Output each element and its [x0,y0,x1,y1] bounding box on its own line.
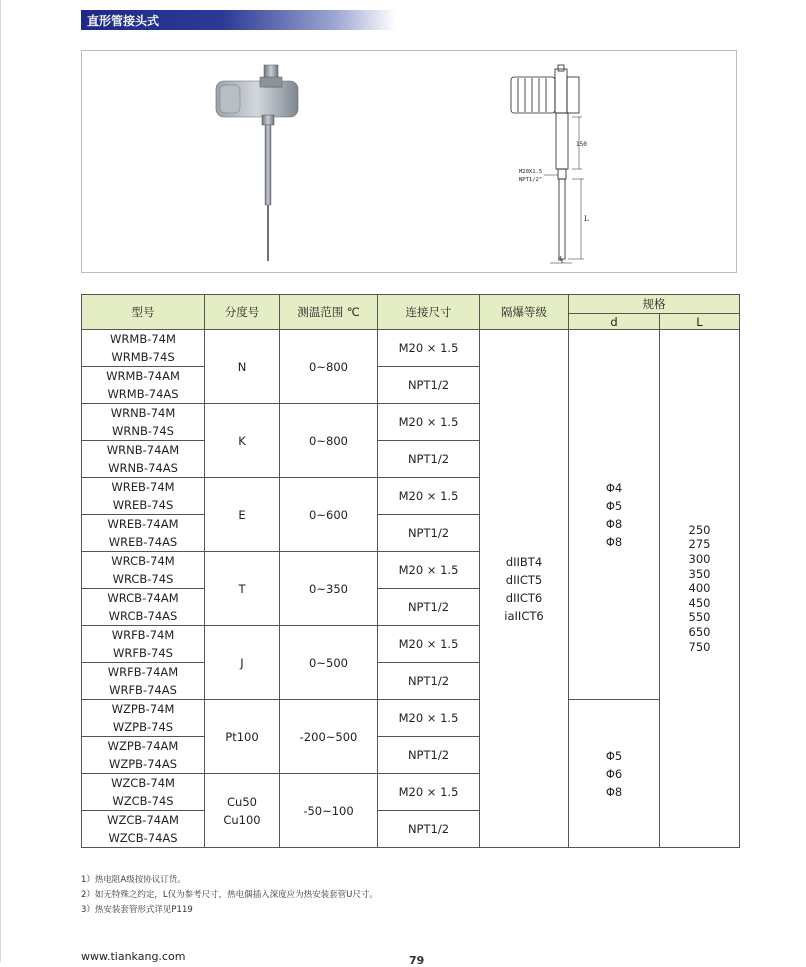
d-values-cell-b: Φ5 Φ6 Φ8 [569,700,660,848]
footnote-2: 2）如无特殊之约定，L仅为参考尺寸，热电偶插入深度应为热安装套管U尺寸。 [81,890,378,900]
dimension-drawing [511,65,584,263]
graduation-cell: E [205,478,280,552]
page-number: 79 [409,954,425,967]
range-cell: -50~100 [280,774,378,848]
product-figure [82,51,738,274]
d-values-cell-a: Φ4 Φ5 Φ8 Φ8 [569,330,660,700]
footnote-3: 3）热安装套管形式详见P119 [81,905,193,915]
range-cell: 0~350 [280,552,378,626]
header-L: L [660,314,740,330]
model-cell: WRNB-74AM WRNB-74AS [82,441,205,478]
connection-cell: M20 × 1.5 [378,330,480,367]
model-cell: WRNB-74M WRNB-74S [82,404,205,441]
graduation-cell: Pt100 [205,700,280,774]
graduation-cell: Cu50 Cu100 [205,774,280,848]
explosion-cell: dIIBT4 dIICT5 dIICT6 iaIICT6 [480,330,569,848]
connection-cell: M20 × 1.5 [378,626,480,663]
dim-150-label: 150 [576,141,587,148]
model-cell: WRFB-74M WRFB-74S [82,626,205,663]
model-cell: WRMB-74AM WRMB-74AS [82,367,205,404]
header-graduation: 分度号 [205,295,280,330]
range-cell: 0~800 [280,404,378,478]
graduation-cell: T [205,552,280,626]
model-cell: WZCB-74M WZCB-74S [82,774,205,811]
model-cell: WRCB-74AM WRCB-74AS [82,589,205,626]
L-values-cell: 250 275 300 350 400 450 550 650 750 [660,330,740,848]
connection-cell: NPT1/2 [378,515,480,552]
thread-label-npt: NPT1/2" [519,177,543,183]
connection-cell: NPT1/2 [378,367,480,404]
footnote-1: 1）热电阻A级按协议订货。 [81,875,186,885]
model-cell: WRMB-74M WRMB-74S [82,330,205,367]
model-cell: WREB-74M WREB-74S [82,478,205,515]
table-row [82,330,740,367]
footer-url: www.tiankang.com [81,950,186,963]
range-cell: 0~600 [280,478,378,552]
model-cell: WZPB-74AM WZPB-74AS [82,737,205,774]
model-cell: WREB-74AM WREB-74AS [82,515,205,552]
product-figure-box [81,50,737,273]
connection-cell: NPT1/2 [378,441,480,478]
thread-label-m20: M20X1.5 [519,169,543,175]
table-row [82,700,740,737]
dim-d-label: d [558,256,562,263]
page-left-rule [0,0,1,962]
connection-cell: NPT1/2 [378,663,480,700]
thermocouple-photo [216,65,298,261]
model-cell: WRFB-74AM WRFB-74AS [82,663,205,700]
connection-cell: M20 × 1.5 [378,700,480,737]
footnotes [81,873,378,918]
range-cell: 0~500 [280,626,378,700]
graduation-cell: J [205,626,280,700]
graduation-cell: N [205,330,280,404]
model-cell: WZCB-74AM WZCB-74AS [82,811,205,848]
graduation-cell: K [205,404,280,478]
connection-cell: M20 × 1.5 [378,478,480,515]
header-connection: 连接尺寸 [378,295,480,330]
connection-cell: NPT1/2 [378,811,480,848]
connection-cell: M20 × 1.5 [378,404,480,441]
connection-cell: NPT1/2 [378,737,480,774]
range-cell: -200~500 [280,700,378,774]
header-explosion: 隔爆等级 [480,295,569,330]
header-range: 测温范围 ℃ [280,295,378,330]
header-spec: 规格 [569,295,740,314]
range-cell: 0~800 [280,330,378,404]
section-title: 直形管接头式 [87,14,160,28]
model-cell: WRCB-74M WRCB-74S [82,552,205,589]
connection-cell: M20 × 1.5 [378,552,480,589]
connection-cell: M20 × 1.5 [378,774,480,811]
section-title-bar [81,10,396,30]
header-d: d [569,314,660,330]
header-model: 型号 [82,295,205,330]
dim-L-label: L [584,215,589,223]
spec-table [81,294,740,848]
model-cell: WZPB-74M WZPB-74S [82,700,205,737]
connection-cell: NPT1/2 [378,589,480,626]
